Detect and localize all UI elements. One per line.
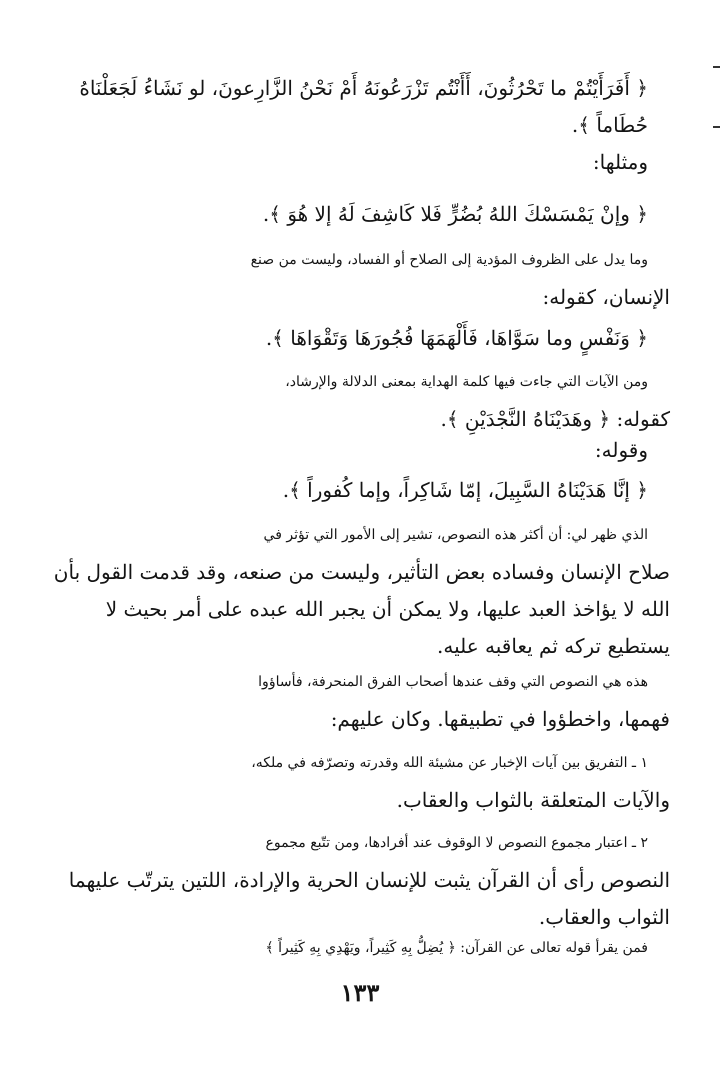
paragraph-8 (54, 825, 670, 936)
text-line: الله لا يؤاخذ العبد عليها، ولا يمكن أن يجبر الله عبده على أمر بحيث لا (105, 597, 670, 621)
text-line: ٢ ـ اعتبار مجموع النصوص لا الوقوف عند أفرادها، ومن تتّبع مجموع (265, 835, 648, 851)
text-line: والآيات المتعلقة بالثواب والعقاب. (396, 788, 670, 812)
paragraph-9 (54, 930, 670, 967)
verse-line: ﴿ أَفَرَأَيْتُمْ ما تَحْرُثُونَ، أَأَنْتُم تَزْرَعُونَهُ أَمْ نَحْنُ الزَّارِعونَ، لو نَشَاءُ لَجَعَلْنَاهُ (79, 76, 648, 100)
text-line: ومثلها: (592, 150, 648, 174)
text-line: وما يدل على الظروف المؤدية إلى الصلاح أو الفساد، وليست من صنع (250, 252, 648, 268)
paragraph-4 (54, 432, 670, 469)
text-line: يستطيع تركه ثم يعاقبه عليه. (437, 634, 670, 658)
text-line: ١ ـ التفريق بين آيات الإخبار عن مشيئة الله وقدرته وتصرّفه في ملكه، (251, 755, 648, 771)
verse-line: ﴿ وإنْ يَمْسَسْكَ اللهُ بُضُرٍّ فَلا كَاشِفَ لَهُ إلا هُوَ ﴾. (262, 202, 648, 226)
verse-line: ﴿ وَنَفْسٍ وما سَوَّاهَا، فَأَلْهَمَهَا فُجُورَهَا وَتَقْوَاهَا ﴾. (265, 326, 648, 350)
text-line: الإنسان، كقوله: (542, 285, 670, 309)
text-line: صلاح الإنسان وفساده بعض التأثير، وليست من صنعه، وقد قدمت القول بأن (53, 560, 670, 584)
text-line: فمن يقرأ قوله تعالى عن القرآن: ﴿ يُضِلُّ بِهِ كَثِيراً، ويَهْدِي بِهِ كَثِيراً ﴾ (265, 940, 648, 956)
paragraph-6 (54, 664, 670, 738)
text-line: الذي ظهر لي: أن أكثر هذه النصوص، تشير إلى الأمور التي تؤثر في (263, 527, 648, 543)
text-line: ومن الآيات التي جاءت فيها كلمة الهداية بمعنى الدلالة والإرشاد، (285, 374, 648, 390)
text-line: فهمها، واخطؤوا في تطبيقها. وكان عليهم: (330, 707, 670, 731)
text-line: وقوله: (594, 438, 648, 462)
verse-4 (32, 472, 670, 509)
paragraph-7 (54, 745, 670, 819)
text-line: النصوص رأى أن القرآن يثبت للإنسان الحرية والإرادة، اللتين يترتّب عليهما (68, 868, 670, 892)
paragraph-5 (54, 517, 670, 665)
page-number: ١٣٣ (340, 978, 380, 1007)
text-line: كقوله: ﴿ وهَدَيْنَاهُ النَّجْدَيْنِ ﴾. (440, 407, 670, 431)
text-line: هذه هي النصوص التي وقف عندها أصحاب الفرق المنحرفة، فأساؤوا (258, 674, 648, 690)
edge-mark (713, 126, 720, 128)
paragraph-3 (54, 364, 670, 438)
paragraph-2 (54, 242, 670, 316)
verse-line: ﴿ إنَّا هَدَيْنَاهُ السَّبِيلَ، إمّا شَاكِراً، وإما كُفوراً ﴾. (282, 478, 648, 502)
edge-mark (713, 66, 720, 68)
verse-2 (32, 196, 670, 233)
verse-1 (32, 70, 670, 144)
paragraph-1 (54, 144, 670, 181)
text-line: الثواب والعقاب. (538, 905, 670, 929)
verse-3 (32, 320, 670, 357)
verse-line: حُطَاماً ﴾. (571, 113, 648, 137)
